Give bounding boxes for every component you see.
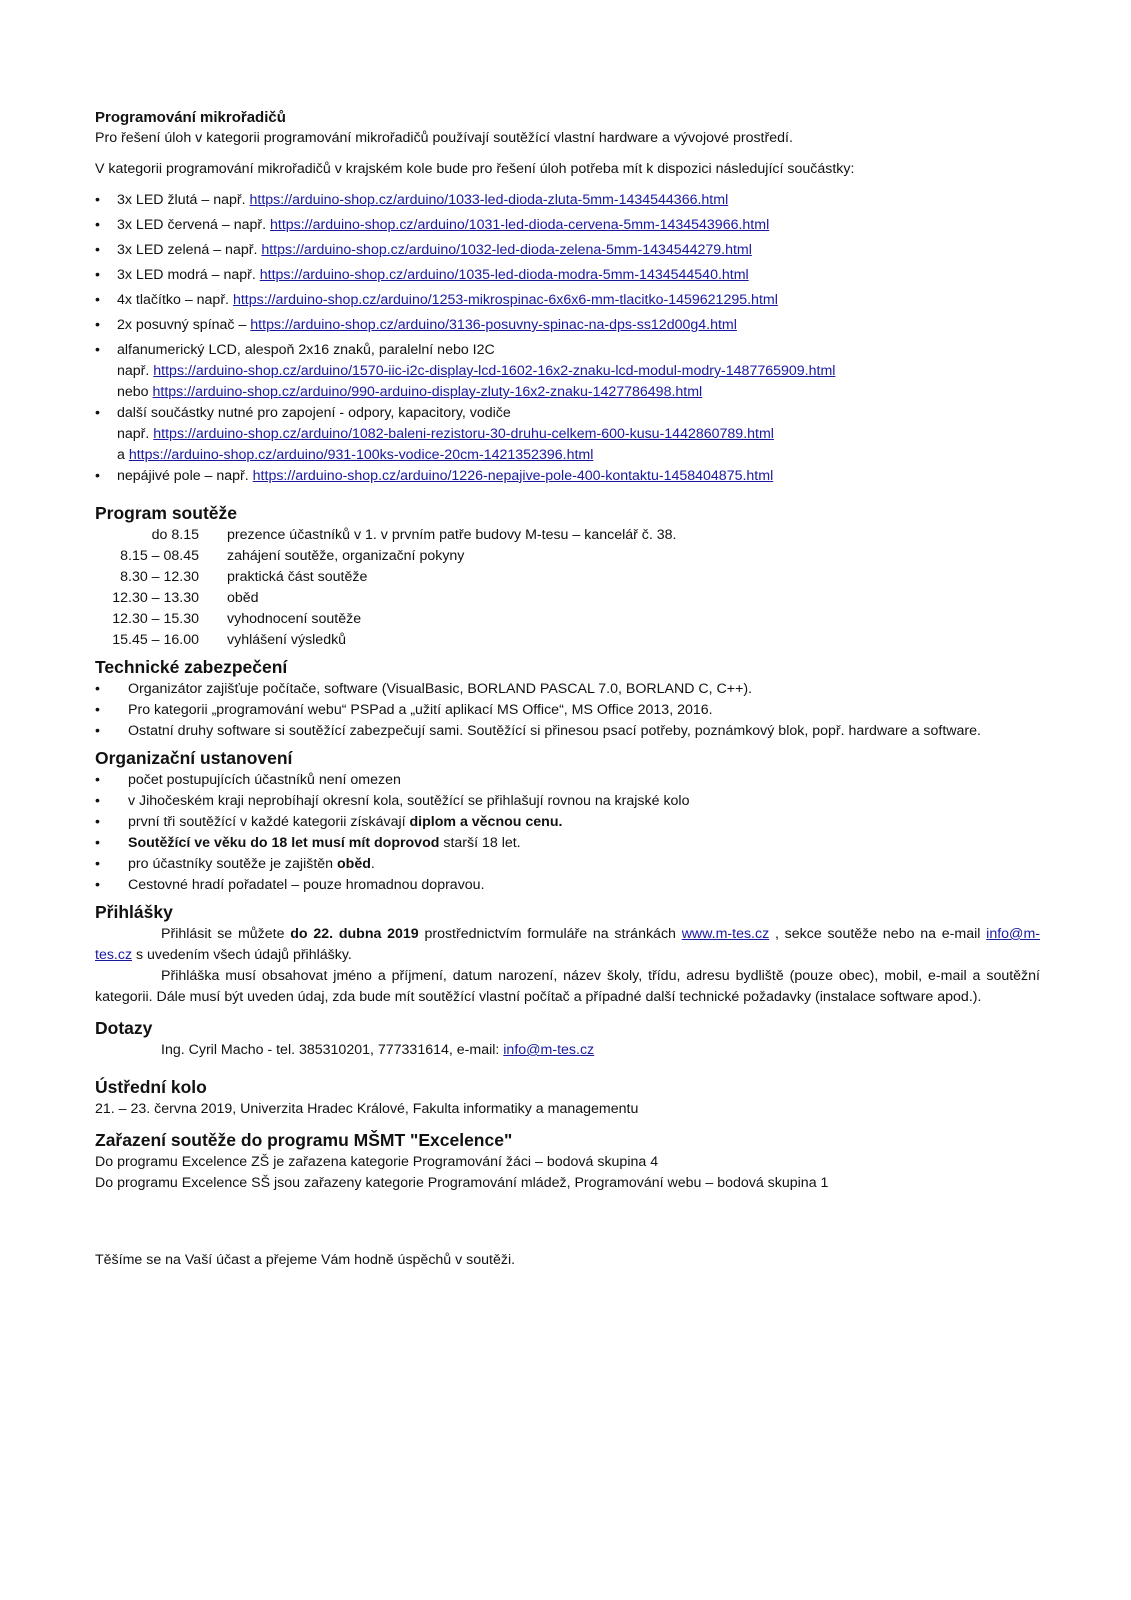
paragraph: V kategorii programování mikrořadičů v krajském kole bude pro řešení úloh potřeba mít k dispozici následující součástky: [95,161,855,177]
list-item: • 3x LED žlutá – např. https://arduino-shop.cz/arduino/1033-led-dioda-zluta-5mm-1434544366.html [95,190,1040,211]
schedule [95,525,1040,651]
list-item: • další součástky nutné pro zapojení - odpory, kapacitory, vodiče např. https://arduino-shop.cz/arduino/1082-baleni-rezistoru-30-druhu-celkem-600-kusu-1442860789.html a https://arduino-shop.cz/arduino/931-100ks-vodice-20cm-1421352396.html [95,403,1040,466]
paragraph: Do programu Excelence ZŠ je zařazena kategorie Programování žáci – bodová skupina 4 [95,1154,659,1170]
shop-link[interactable]: https://arduino-shop.cz/arduino/1253-mikrospinac-6x6x6-mm-tlacitko-1459621295.html [232,292,778,308]
paragraph: 21. – 23. června 2019, Univerzita Hradec Králové, Fakulta informatiky a managementu [95,1101,639,1117]
shop-link[interactable]: https://arduino-shop.cz/arduino/931-100ks-vodice-20cm-1421352396.html [128,447,594,463]
list-item: • nepájivé pole – např. https://arduino-shop.cz/arduino/1226-nepajive-pole-400-kontaktu-1458404875.html [95,466,1040,487]
section-heading-microcontrollers: Programování mikrořadičů [95,109,286,126]
shop-link[interactable]: https://arduino-shop.cz/arduino/1033-led-dioda-zluta-5mm-1434544366.html [249,192,729,208]
paragraph: Přihlásit se můžete do 22. dubna 2019 prostřednictvím formuláře na stránkách www.m-tes.cz , sekce soutěže nebo na e-mail info@m-tes.cz s uvedením všech údajů přihlášky. [95,926,1040,963]
schedule-row: 15.45 – 16.00 vyhlášení výsledků [112,632,347,648]
list-item: • 3x LED červená – např. https://arduino-shop.cz/arduino/1031-led-dioda-cervena-5mm-1434543966.html [95,215,1040,236]
list-item: • Ostatní druhy software si soutěžící zabezpečují sami. Soutěžící si přinesou psací potřeby, poznámkový blok, popř. hardware a software. [95,721,1040,742]
shop-link[interactable]: https://arduino-shop.cz/arduino/990-arduino-display-zluty-16x2-znaku-1427786498.html [152,384,703,400]
list-item: • první tři soutěžící v každé kategorii získávají diplom a věcnou cenu. [95,812,1040,833]
shop-link[interactable]: https://arduino-shop.cz/arduino/1031-led-dioda-cervena-5mm-1434543966.html [270,217,770,233]
contact-line: Ing. Cyril Macho - tel. 385310201, 777331614, e-mail: info@m-tes.cz [161,1042,595,1058]
list-item: • pro účastníky soutěže je zajištěn oběd. [95,854,1040,875]
shop-link[interactable]: https://arduino-shop.cz/arduino/1570-iic-i2c-display-lcd-1602-16x2-znaku-lcd-modul-modry-1487765909.html [153,363,836,379]
organization-list [95,770,1040,896]
shop-link[interactable]: https://arduino-shop.cz/arduino/1035-led-dioda-modra-5mm-1434544540.html [259,267,749,283]
section-heading-applications: Přihlášky [95,902,173,922]
list-item: • 4x tlačítko – např. https://arduino-shop.cz/arduino/1253-mikrospinac-6x6x6-mm-tlacitko-1459621295.html [95,290,1040,311]
section-heading-program: Program soutěže [95,503,237,523]
section-heading-technical: Technické zabezpečení [95,657,288,677]
technical-list [95,679,1040,742]
email-link[interactable]: info@m-tes.cz [95,926,1040,963]
list-item: • Organizátor zajišťuje počítače, software (VisualBasic, BORLAND PASCAL 7.0, BORLAND C, C++). [95,679,1040,700]
component-list [95,190,1040,487]
list-item: • Cestovné hradí pořadatel – pouze hromadnou dopravou. [95,875,1040,896]
list-item: • 2x posuvný spínač – https://arduino-shop.cz/arduino/3136-posuvny-spinac-na-dps-ss12d00g4.html [95,315,1040,336]
section-heading-questions: Dotazy [95,1018,153,1038]
list-item: • 3x LED zelená – např. https://arduino-shop.cz/arduino/1032-led-dioda-zelena-5mm-1434544279.html [95,240,1040,261]
list-item: • počet postupujících účastníků není omezen [95,770,1040,791]
schedule-row: 12.30 – 13.30 oběd [112,590,259,606]
list-item: • Soutěžící ve věku do 18 let musí mít doprovod starší 18 let. [95,833,1040,854]
paragraph: Pro řešení úloh v kategorii programování mikrořadičů používají soutěžící vlastní hardware a vývojové prostředí. [95,130,793,146]
website-link[interactable]: www.m-tes.cz [681,926,770,942]
section-heading-central-round: Ústřední kolo [95,1077,207,1097]
document-page [95,108,1040,1271]
list-item: • Pro kategorii „programování webu“ PSPad a „užití aplikací MS Office“, MS Office 2013, 2016. [95,700,1040,721]
shop-link[interactable]: https://arduino-shop.cz/arduino/1226-nepajive-pole-400-kontaktu-1458404875.html [252,468,774,484]
shop-link[interactable]: https://arduino-shop.cz/arduino/1032-led-dioda-zelena-5mm-1434544279.html [261,242,752,258]
shop-link[interactable]: https://arduino-shop.cz/arduino/3136-posuvny-spinac-na-dps-ss12d00g4.html [250,317,737,333]
schedule-row: 8.30 – 12.30 praktická část soutěže [120,569,368,585]
schedule-row: 8.15 – 08.45 zahájení soutěže, organizační pokyny [120,548,465,564]
schedule-row: 12.30 – 15.30 vyhodnocení soutěže [112,611,362,627]
schedule-row: do 8.15 prezence účastníků v 1. v prvním patře budovy M-tesu – kancelář č. 38. [151,527,677,543]
list-item: • 3x LED modrá – např. https://arduino-shop.cz/arduino/1035-led-dioda-modra-5mm-1434544540.html [95,265,1040,286]
shop-link[interactable]: https://arduino-shop.cz/arduino/1082-baleni-rezistoru-30-druhu-celkem-600-kusu-1442860789.html [153,426,774,442]
section-heading-organization: Organizační ustanovení [95,748,293,768]
closing-text: Těšíme se na Vaší účast a přejeme Vám hodně úspěchů v soutěži. [95,1252,516,1268]
paragraph: Přihláška musí obsahovat jméno a příjmení, datum narození, název školy, třídu, adresu bydliště (pouze obec), mobil, e-mail a soutěžní kategorii. Dále musí být uveden údaj, zda bude mít soutěžící vlastní počítač a případné další technické požadavky (instalace software apod.). [95,968,1040,1005]
paragraph: Do programu Excelence SŠ jsou zařazeny kategorie Programování mládež, Programování webu – bodová skupina 1 [95,1175,829,1191]
section-heading-excellence: Zařazení soutěže do programu MŠMT "Excelence" [95,1130,513,1150]
list-item: • alfanumerický LCD, alespoň 2x16 znaků, paralelní nebo I2C např. https://arduino-shop.cz/arduino/1570-iic-i2c-display-lcd-1602-16x2-znaku-lcd-modul-modry-1487765909.html nebo https://arduino-shop.cz/arduino/990-arduino-display-zluty-16x2-znaku-1427786498.html [95,340,1040,403]
list-item: • v Jihočeském kraji neprobíhají okresní kola, soutěžící se přihlašují rovnou na krajské kolo [95,791,1040,812]
email-link[interactable]: info@m-tes.cz [503,1042,595,1058]
